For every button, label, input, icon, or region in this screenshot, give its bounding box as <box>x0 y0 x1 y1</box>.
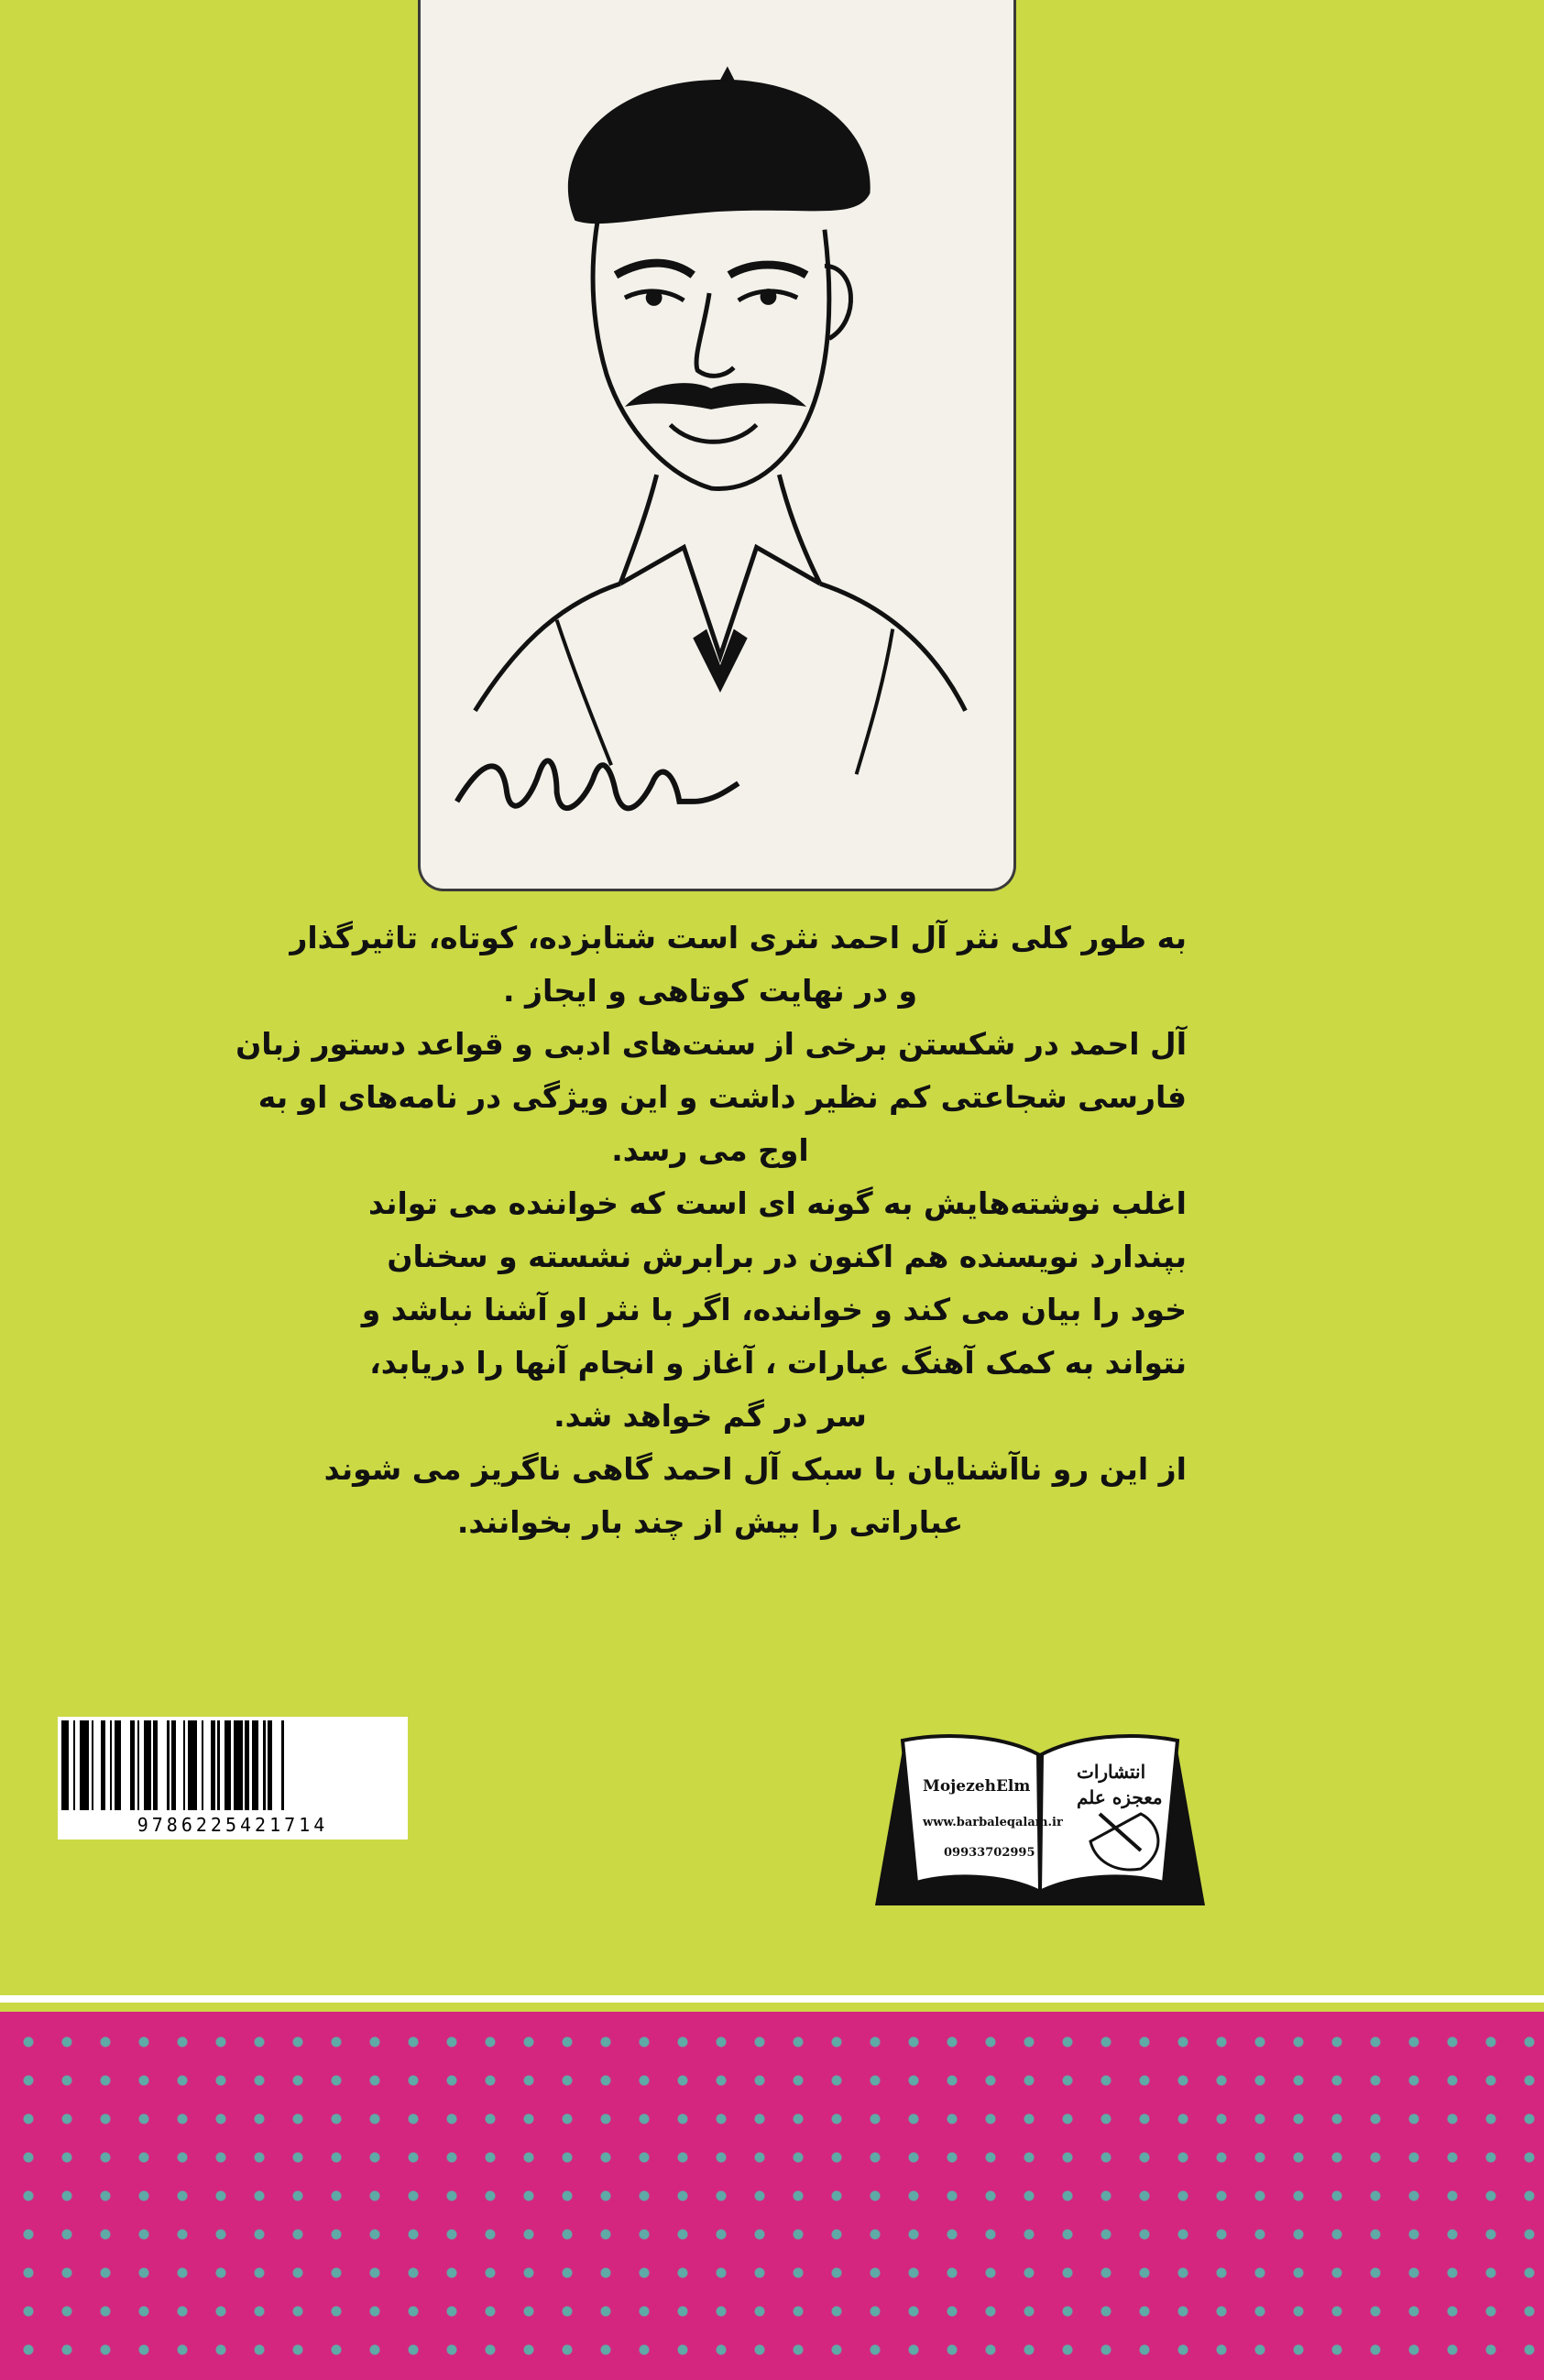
author-portrait <box>418 0 1016 891</box>
publisher-phone: 09933702995 <box>944 1846 1035 1860</box>
text-line: بپندارد نویسنده هم اکنون در برابرش نشسته و سخنان <box>387 1239 1187 1274</box>
publisher-logo <box>866 1713 1214 1915</box>
isbn-number: 9786225421714 <box>137 1814 329 1836</box>
publisher-title: انتشارات <box>1077 1761 1146 1783</box>
back-cover-description <box>234 912 1187 1549</box>
text-line: آل احمد در شکستن برخی از سنت‌های ادبی و قواعد دستور زبان <box>235 1026 1187 1062</box>
barcode-bars <box>61 1720 404 1810</box>
text-line: خود را بیان می کند و خواننده، اگر با نثر او آشنا نباشد و <box>361 1292 1187 1327</box>
text-line: و در نهایت کوتاهی و ایجاز . <box>502 973 918 1009</box>
text-line: اغلب نوشته‌هایش به گونه ای است که خواننده می تواند <box>368 1185 1187 1221</box>
polka-dot-band <box>0 2012 1544 2380</box>
text-line: از این رو ناآشنایان با سبک آل احمد گاهی ناگریز می شوند <box>323 1451 1187 1487</box>
text-line: عباراتی را بیش از چند بار بخوانند. <box>456 1504 964 1540</box>
text-line: سر در گم خواهد شد. <box>553 1398 867 1434</box>
portrait-sketch <box>421 0 1013 889</box>
text-line: نتواند به کمک آهنگ عبارات ، آغاز و انجام آنها را دریابد، <box>369 1345 1187 1381</box>
text-line: فارسی شجاعتی کم نظیر داشت و این ویژگی در نامه‌های او به <box>257 1079 1187 1115</box>
publisher-website: www.barbaleqalam.ir <box>923 1816 1063 1829</box>
publisher-latin-name: MojezehElm <box>923 1777 1031 1796</box>
isbn-barcode <box>58 1717 408 1840</box>
text-line: به طور کلی نثر آل احمد نثری است شتابزده، کوتاه، تاثیرگذار <box>290 920 1187 955</box>
divider-strip <box>0 1995 1544 2003</box>
open-book-icon <box>866 1713 1214 1915</box>
text-line: اوج می رسد. <box>611 1132 809 1168</box>
publisher-name: معجزه علم <box>1077 1786 1163 1808</box>
